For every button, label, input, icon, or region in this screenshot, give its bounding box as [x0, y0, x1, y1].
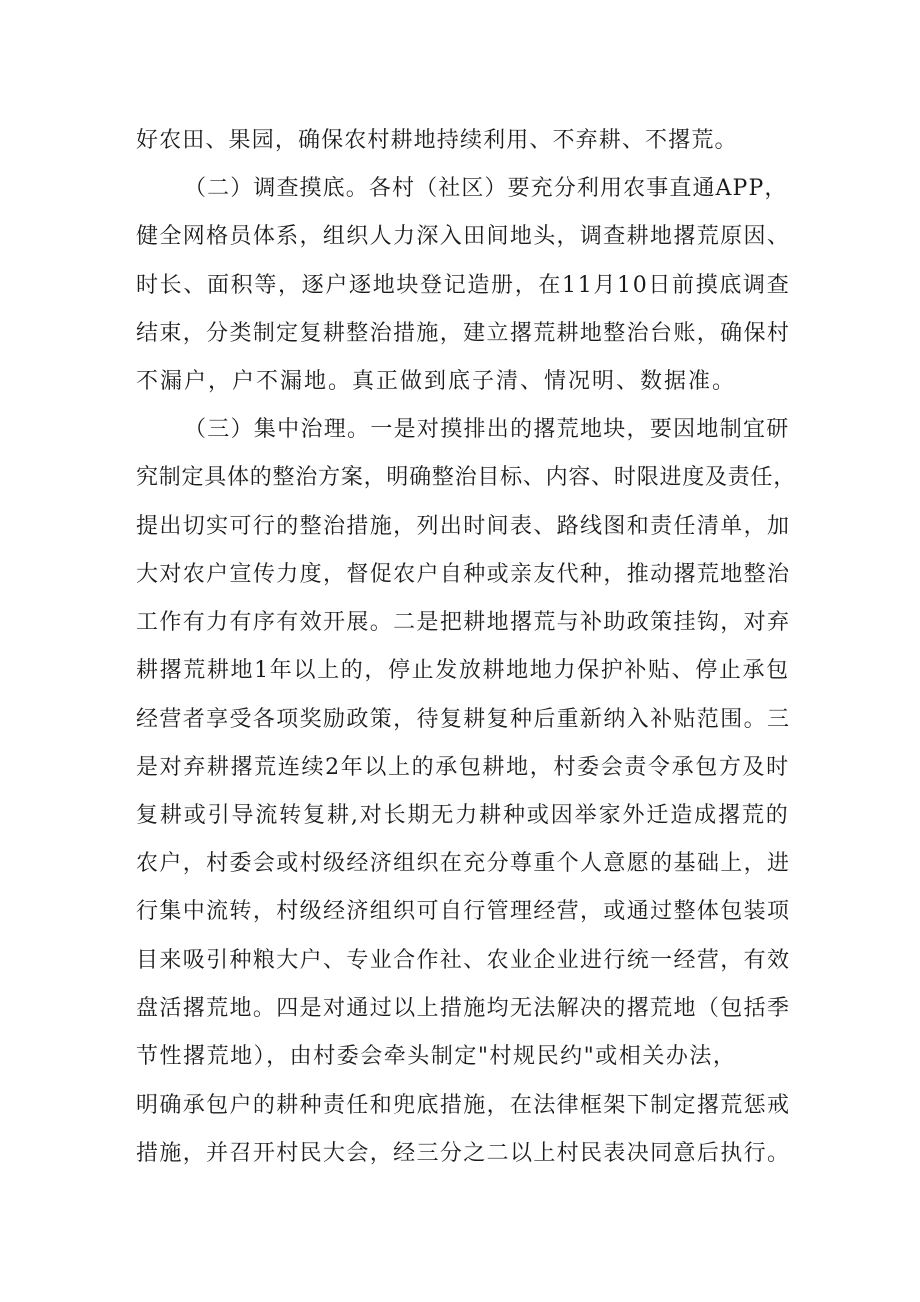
line-text: 不漏户，户不漏地。真正做到底子清、情况明、数据准。: [136, 369, 736, 394]
line-text: 健全网格员体系，组织人力深入田间地头，调查耕地撂荒原因、: [136, 224, 790, 249]
line-text: 明确承包户的耕种责任和兜底措施，在法律框架下制定撂荒惩戒: [136, 1093, 790, 1118]
line-text: （二）调查摸底。各村（社区）要充分利用农事直通APP，: [184, 176, 788, 201]
text-line: [0, 944, 920, 978]
text-line: [0, 1137, 920, 1171]
text-line: [0, 220, 920, 254]
text-line: [0, 461, 920, 495]
text-line: [0, 847, 920, 881]
text-line: [0, 413, 920, 447]
text-line: [0, 654, 920, 688]
line-text: 大对农户宣传力度，督促农户自种或亲友代种，推动撂荒地整治: [136, 562, 790, 587]
text-line: [0, 269, 920, 303]
line-text: 复耕或引导流转复耕,对长期无力耕种或因举家外迁造成撂荒的: [136, 803, 790, 828]
line-text: 经营者享受各项奖励政策，待复耕复种后重新纳入补贴范围。三: [136, 707, 790, 732]
text-line: [0, 124, 920, 158]
line-text: 行集中流转，村级经济组织可自行管理经营，或通过整体包装项: [136, 899, 790, 924]
line-text: 农户，村委会或村级经济组织在充分尊重个人意愿的基础上，进: [136, 851, 790, 876]
text-line: [0, 1089, 920, 1123]
line-text: 结束，分类制定复耕整治措施，建立撂荒耕地整治台账，确保村: [136, 321, 790, 346]
text-line: [0, 317, 920, 351]
line-text: 工作有力有序有效开展。二是把耕地撂荒与补助政策挂钩，对弃: [136, 610, 790, 635]
text-line: [0, 703, 920, 737]
line-text: 节性撂荒地），由村委会牵头制定"村规民约"或相关办法，: [136, 1044, 736, 1069]
line-text: 目来吸引种粮大户、专业合作社、农业企业进行统一经营，有效: [136, 948, 790, 973]
text-line: [0, 606, 920, 640]
line-text: 耕撂荒耕地1年以上的，停止发放耕地地力保护补贴、停止承包: [136, 658, 790, 683]
line-text: 措施，并召开村民大会，经三分之二以上村民表决同意后执行。: [136, 1141, 790, 1166]
text-line: [0, 799, 920, 833]
line-text: （三）集中治理。一是对摸排出的撂荒地块，要因地制宜研: [184, 417, 790, 442]
text-line: [0, 751, 920, 785]
text-line: [0, 1040, 920, 1074]
line-text: 盘活撂荒地。四是对通过以上措施均无法解决的撂荒地（包括季: [136, 996, 790, 1021]
text-line: [0, 510, 920, 544]
line-text: 好农田、果园，确保农村耕地持续利用、不弃耕、不撂荒。: [136, 128, 738, 153]
text-line: [0, 172, 920, 206]
text-line: [0, 558, 920, 592]
line-text: 究制定具体的整治方案，明确整治目标、内容、时限进度及责任，: [136, 465, 796, 490]
line-text: 是对弃耕撂荒连续2年以上的承包耕地，村委会责令承包方及时: [136, 755, 790, 780]
text-line: [0, 365, 920, 399]
text-line: [0, 895, 920, 929]
line-text: 时长、面积等，逐户逐地块登记造册，在11月10日前摸底调查: [136, 273, 790, 298]
line-text: 提出切实可行的整治措施，列出时间表、路线图和责任清单，加: [136, 514, 790, 539]
text-line: [0, 992, 920, 1026]
